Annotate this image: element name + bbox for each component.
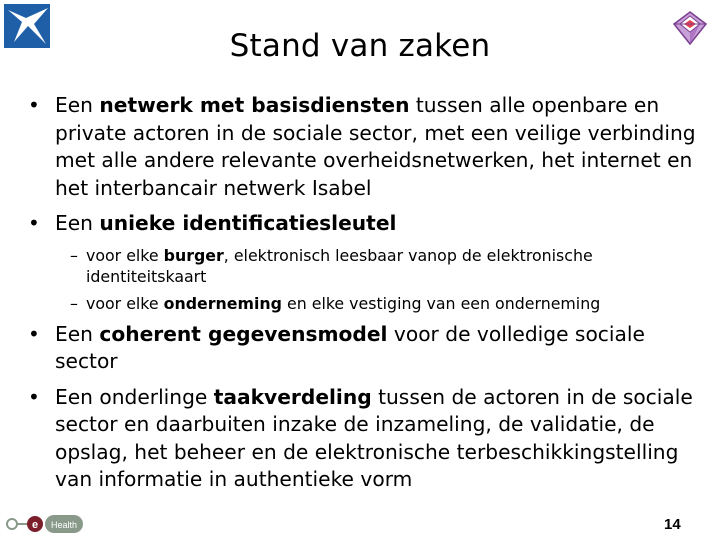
bullet-text: Een — [55, 211, 100, 235]
bullet-emphasis: taakverdeling — [213, 384, 372, 409]
sub-bullet-emphasis: burger — [163, 245, 224, 265]
sub-bullet-text: voor elke — [86, 245, 164, 265]
bullet-list — [28, 92, 708, 494]
bullet-identification-key — [28, 210, 708, 238]
page-number: 14 — [664, 516, 681, 533]
sub-bullet-marker: – — [70, 293, 78, 313]
bullet-text: Een onderlinge — [55, 384, 214, 409]
bullet-emphasis: coherent gegevensmodel — [99, 321, 388, 346]
sub-bullet-company — [28, 293, 708, 314]
bullet-emphasis: netwerk met basisdiensten — [99, 93, 410, 117]
bullet-emphasis: unieke identificatiesleutel — [99, 211, 397, 235]
bullet-task-division — [28, 384, 708, 494]
bullet-data-model — [28, 321, 708, 376]
sub-bullet-emphasis: onderneming — [163, 293, 282, 313]
ehealth-logo-icon — [2, 512, 86, 540]
sub-bullet-text: voor elke — [86, 293, 164, 313]
bullet-text: Een — [55, 321, 100, 346]
bullet-network — [28, 92, 708, 202]
footer-logo-letter: e — [31, 519, 39, 531]
bullet-text: tussen alle openbare en private actoren in de sociale sector, met een veilige verbinding met alle andere relevante overheidsnetwerken, het internet en het interbancair netwerk Isabel — [55, 93, 696, 200]
bullet-text: voor de volledige sociale sector — [55, 321, 645, 373]
bullet-marker: • — [28, 384, 40, 409]
sub-bullet-marker: – — [70, 245, 78, 265]
sub-bullet-text: en elke vestiging van een onderneming — [281, 293, 601, 313]
slide-title: Stand van zaken — [229, 28, 491, 64]
footer-logo-text: Health — [50, 520, 78, 530]
bullet-marker: • — [28, 211, 40, 235]
bullet-marker: • — [28, 93, 40, 117]
bullet-marker: • — [28, 321, 40, 346]
bullet-text: tussen de actoren in de sociale sector en daarbuiten inzake de inzameling, de validatie, de opslag, het beheer en de elektronische terbeschikkingstelling van informatie in authentieke vorm — [55, 384, 693, 491]
sub-bullet-citizen — [28, 245, 708, 287]
bullet-text: Een — [55, 93, 100, 117]
sub-bullet-text: , elektronisch leesbaar vanop de elektronische identiteitskaart — [86, 245, 593, 286]
